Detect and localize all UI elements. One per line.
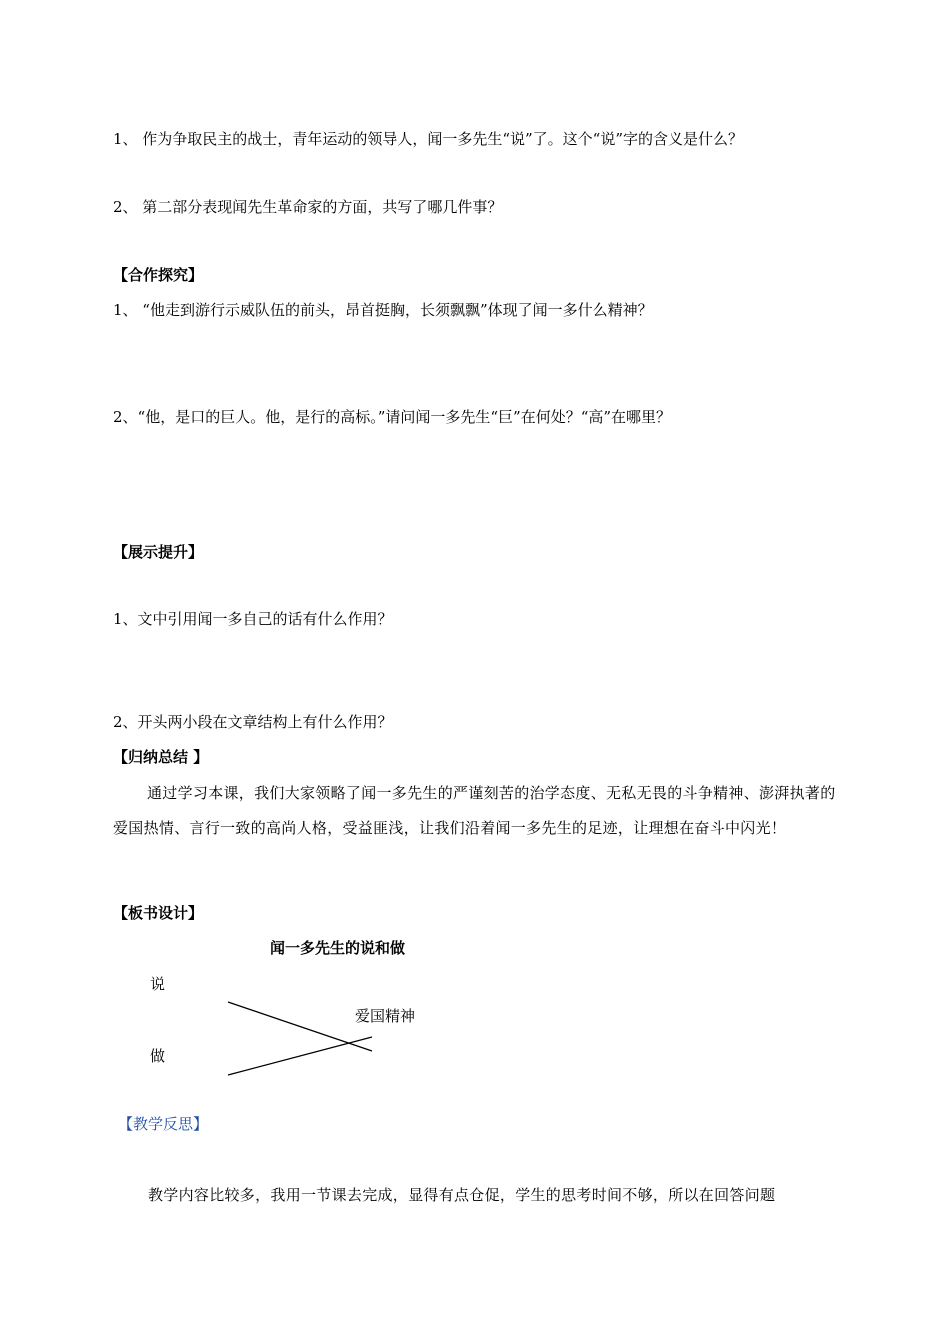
section-heading-banshu: 【板书设计】 bbox=[113, 904, 204, 922]
question-1: 1、 作为争取民主的战士，青年运动的领导人，闻一多先生“说”了。这个“说”字的含义是什么？ bbox=[113, 130, 743, 148]
question-6: 2、开头两小段在文章结构上有什么作用？ bbox=[113, 713, 393, 731]
section-heading-jiaoxue: 【教学反思】 bbox=[118, 1115, 209, 1133]
board-title: 闻一多先生的说和做 bbox=[270, 939, 406, 957]
board-label-shuo: 说 bbox=[150, 975, 166, 993]
board-line-shuo bbox=[228, 1002, 372, 1051]
board-label-jingshen: 爱国精神 bbox=[355, 1007, 416, 1025]
question-3: 1、 “他走到游行示威队伍的前头，昂首挺胸，长须飘飘”体现了闻一多什么精神？ bbox=[113, 301, 653, 319]
summary-paragraph: 通过学习本课，我们大家领略了闻一多先生的严谨刻苦的治学态度、无私无畏的斗争精神、澎湃执著的爱国热情、言行一致的高尚人格，受益匪浅，让我们沿着闻一多先生的足迹，让理想在奋斗中闪光！ bbox=[113, 784, 836, 837]
question-2: 2、 第二部分表现闻先生革命家的方面，共写了哪几件事？ bbox=[113, 198, 503, 216]
section-heading-guina: 【归纳总结 】 bbox=[113, 748, 209, 766]
question-5: 1、文中引用闻一多自己的话有什么作用？ bbox=[113, 610, 393, 628]
question-4: 2、“他，是口的巨人。他，是行的高标。”请问闻一多先生“巨”在何处？“高”在哪里？ bbox=[113, 408, 672, 426]
section-heading-hezuo: 【合作探究】 bbox=[113, 266, 204, 284]
section-heading-zhanshi: 【展示提升】 bbox=[113, 543, 204, 561]
board-line-zuo bbox=[228, 1037, 372, 1075]
board-label-zuo: 做 bbox=[150, 1047, 166, 1065]
reflection-paragraph: 教学内容比较多，我用一节课去完成，显得有点仓促，学生的思考时间不够，所以在回答问题 bbox=[148, 1186, 776, 1204]
